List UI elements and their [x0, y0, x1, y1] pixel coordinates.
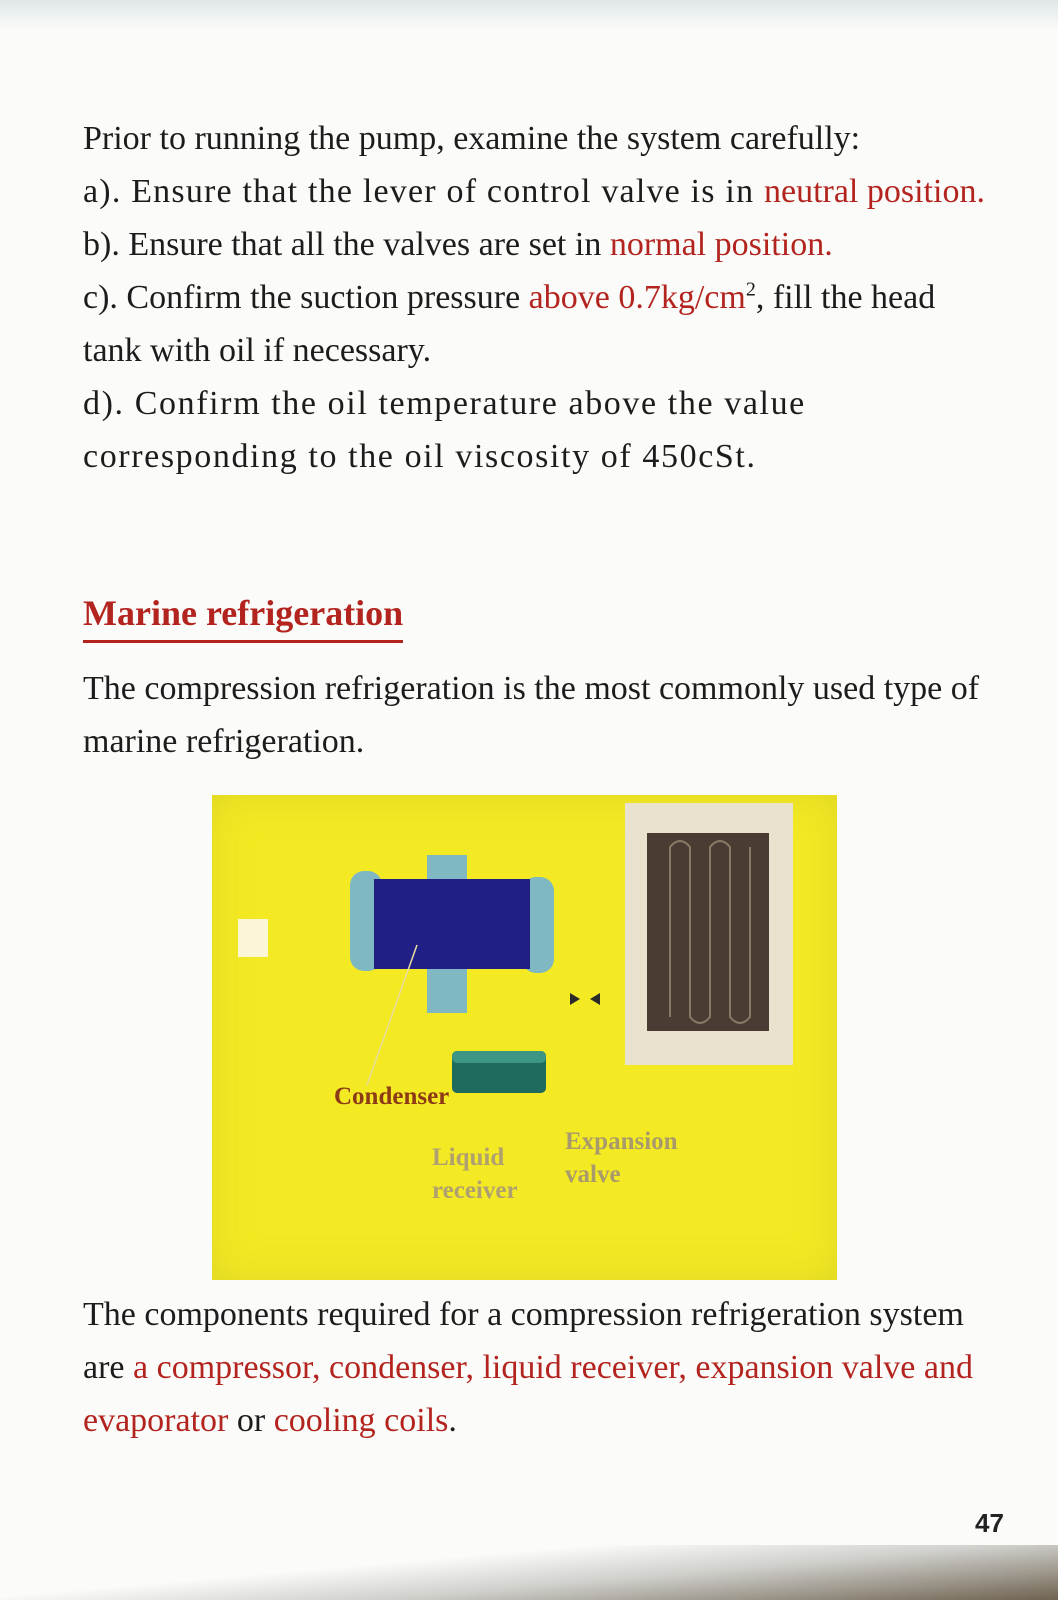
compressor-body: [374, 879, 530, 969]
page-number: 47: [975, 1508, 1004, 1538]
item-b-highlight: normal position.: [609, 226, 833, 263]
item-c-highlight: above 0.7kg/cm: [528, 279, 746, 316]
components-pre: The components required for a compression refrigeration system are: [83, 1296, 964, 1386]
item-a-text: a). Ensure that the lever of control valve is in: [83, 173, 764, 210]
checklist-item-b: [83, 218, 993, 271]
item-b-text: b). Ensure that all the valves are set in: [83, 226, 610, 263]
checklist-item-d: d). Confirm the oil temperature above the value corresponding to the oil viscosity of 450cSt.: [83, 385, 806, 475]
refrigeration-diagram: [212, 795, 837, 1280]
section-paragraph: [83, 662, 993, 768]
compressor-bottom-port: [427, 963, 467, 1013]
diagram-graphics: [212, 795, 837, 1280]
section-heading: Marine refrigeration: [83, 590, 403, 643]
item-c-post: , fill the head tank with oil if necessary.: [83, 279, 936, 369]
liquid-receiver-highlight: [452, 1051, 546, 1063]
section-paragraph-text: The compression refrigeration is the most commonly used type of marine refrigeration.: [83, 670, 980, 760]
checklist-lead: Prior to running the pump, examine the system carefully:: [83, 120, 861, 157]
checklist-item-c: [83, 271, 993, 377]
item-a-highlight: neutral position.: [763, 173, 985, 210]
components-cooling-coils: cooling coils: [273, 1402, 449, 1439]
item-c-superscript: 2: [745, 278, 756, 301]
page-edge-top: [0, 0, 1058, 30]
expansion-valve-right: [590, 993, 600, 1005]
item-c-text: c). Confirm the suction pressure: [83, 279, 529, 316]
components-paragraph: [83, 1288, 993, 1447]
expansion-valve-left: [570, 993, 580, 1005]
components-or: or: [228, 1402, 274, 1439]
pre-start-checklist: [83, 112, 993, 483]
checklist-item-a: [83, 165, 993, 218]
label-condenser: Condenser: [334, 1083, 450, 1110]
components-end: .: [448, 1402, 457, 1439]
small-white-block: [238, 919, 268, 957]
components-text: [83, 1288, 993, 1447]
page-edge-bottom: [0, 1545, 1058, 1600]
components-list: a compressor, condenser, liquid receiver, expansion valve and evaporator: [83, 1349, 973, 1439]
label-liquid-receiver: Liquid receiver: [432, 1144, 518, 1204]
label-expansion-valve: Expansion valve: [565, 1128, 678, 1188]
